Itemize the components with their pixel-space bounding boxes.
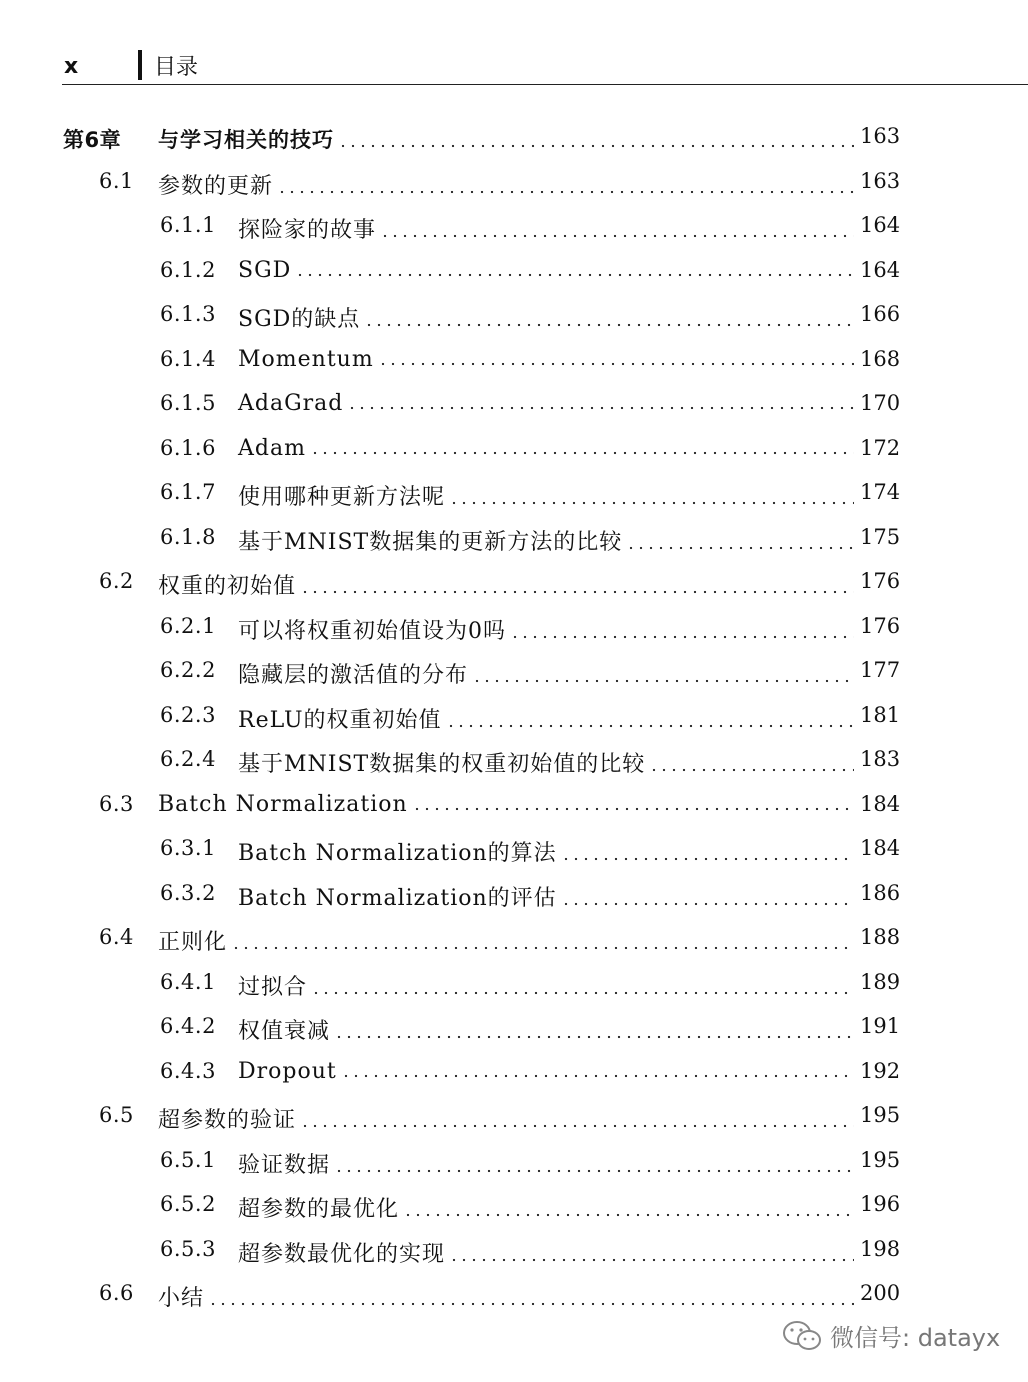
toc-entry-section: [0, 169, 1028, 201]
toc-number: 6.4: [99, 925, 134, 949]
toc-entry-subsection: [0, 658, 1028, 690]
toc-number: 6.2.4: [160, 747, 216, 771]
toc-page-number: 196: [860, 1192, 901, 1216]
toc-entry-subsection: [0, 881, 1028, 913]
toc-title-wrap: [238, 391, 858, 416]
toc-page-number: 198: [860, 1236, 901, 1261]
toc-entry-section: [0, 1103, 1028, 1135]
header-title: 目录: [154, 55, 199, 80]
toc-title: 验证数据: [238, 1152, 331, 1178]
watermark-text: 微信号: datayx: [830, 1324, 1001, 1352]
toc-page-number: 184: [860, 836, 901, 860]
toc-number: 6.6: [99, 1281, 134, 1305]
toc-entry-section: [0, 925, 1028, 957]
toc-number: 6.2.2: [160, 658, 216, 682]
toc-title: 超参数的最优化: [238, 1197, 400, 1222]
toc-page-number: 200: [860, 1281, 901, 1305]
toc-title-wrap: [158, 1103, 858, 1134]
toc-leader-dots: [310, 439, 854, 455]
toc-page-number: 176: [860, 569, 901, 593]
toc-leader-dots: [295, 261, 854, 277]
toc-page-number: 163: [860, 124, 901, 148]
toc-entry-subsection: [0, 836, 1028, 868]
toc-title: SGD的缺点: [238, 307, 361, 332]
toc-title: 可以将权重初始值设为0吗: [238, 618, 506, 644]
toc-title: 探险家的故事: [238, 218, 377, 243]
toc-number: 6.1.5: [160, 391, 216, 415]
toc-title-wrap: [238, 525, 858, 556]
toc-number: 6.5.1: [160, 1147, 216, 1172]
toc-leader-dots: [334, 1157, 854, 1173]
toc-title-wrap: [238, 881, 858, 912]
toc-number: 第6章: [63, 128, 122, 152]
toc-title-wrap: [238, 347, 858, 372]
toc-entry-chapter: [0, 124, 1028, 156]
toc-leader-dots: [334, 1023, 854, 1039]
toc-page-number: 191: [860, 1014, 901, 1038]
toc-leader-dots: [277, 178, 854, 194]
toc-number: 6.2: [99, 569, 134, 593]
toc-leader-dots: [300, 578, 854, 594]
toc-page-number: 184: [860, 791, 901, 816]
toc-title-wrap: [158, 169, 858, 200]
toc-number: 6.3.2: [160, 880, 216, 905]
toc-page-number: 192: [860, 1058, 901, 1083]
toc-title: 正则化: [158, 930, 228, 955]
toc-title-wrap: [238, 1148, 858, 1179]
toc-number: 6.1.8: [160, 524, 216, 549]
toc-title: Adam: [238, 435, 306, 461]
toc-title-wrap: [238, 747, 858, 778]
toc-leader-dots: [208, 1290, 854, 1306]
toc-number: 6.1.7: [160, 480, 216, 504]
toc-leader-dots: [347, 394, 854, 410]
toc-page-number: 186: [860, 880, 901, 905]
toc-entry-subsection: [0, 525, 1028, 557]
toc-leader-dots: [380, 222, 854, 238]
toc-number: 6.1.6: [160, 435, 216, 460]
toc-title-wrap: [238, 658, 858, 689]
toc-title: 与学习相关的技巧: [158, 128, 334, 152]
toc-entry-subsection: [0, 1148, 1028, 1180]
toc-title-wrap: [238, 436, 858, 461]
toc-entry-subsection: [0, 213, 1028, 245]
toc-entry-subsection: [0, 391, 1028, 423]
watermark: [782, 1318, 1000, 1353]
toc-number: 6.1: [99, 168, 134, 193]
toc-entry-subsection: [0, 1192, 1028, 1224]
toc-number: 6.4.3: [160, 1058, 216, 1083]
toc-entry-subsection: [0, 258, 1028, 290]
toc-title-wrap: [238, 970, 858, 1001]
toc-number: 6.4.1: [160, 969, 216, 994]
toc-title-wrap: [238, 614, 858, 645]
toc-entry-section: [0, 1281, 1028, 1313]
toc-title-wrap: [158, 1281, 858, 1312]
toc-entry-section: [0, 569, 1028, 601]
toc-entry-subsection: [0, 703, 1028, 735]
toc-page-number: 172: [860, 435, 901, 460]
toc-leader-dots: [338, 132, 854, 148]
toc-entry-section: [0, 792, 1028, 824]
toc-title-wrap: [238, 1014, 858, 1045]
toc-title-wrap: [238, 1059, 858, 1084]
toc-number: 6.3: [99, 791, 134, 816]
toc-leader-dots: [341, 1062, 854, 1078]
toc-number: 6.4.2: [160, 1014, 216, 1038]
toc-number: 6.1.1: [160, 213, 216, 237]
toc-page-number: 177: [860, 658, 901, 682]
toc-entry-subsection: [0, 1237, 1028, 1269]
toc-title: Batch Normalization的算法: [238, 841, 557, 866]
toc-title: 基于MNIST数据集的权重初始值的比较: [238, 752, 646, 777]
toc-page-number: 174: [860, 480, 901, 504]
toc-page-number: 168: [860, 346, 901, 371]
page-header: [62, 46, 1028, 85]
toc-page-number: 195: [860, 1103, 901, 1127]
toc-title-wrap: [238, 258, 858, 283]
toc-title: AdaGrad: [238, 391, 344, 416]
toc-title: Dropout: [238, 1058, 337, 1084]
toc-page-number: 183: [860, 747, 901, 771]
toc-title: 小结: [158, 1286, 205, 1311]
toc-title: 过拟合: [238, 974, 308, 1000]
toc-title: Batch Normalization: [158, 791, 408, 817]
toc-title-wrap: [238, 703, 858, 734]
toc-page-number: 188: [860, 925, 901, 949]
toc-title-wrap: [238, 1237, 858, 1268]
toc-leader-dots: [300, 1112, 854, 1128]
toc-title: 参数的更新: [158, 173, 274, 199]
toc-leader-dots: [412, 795, 854, 811]
toc-number: 6.5.2: [160, 1192, 216, 1216]
toc-entry-subsection: [0, 970, 1028, 1002]
toc-leader-dots: [231, 934, 854, 950]
toc-entry-subsection: [0, 347, 1028, 379]
wechat-icon: [782, 1319, 822, 1353]
toc-leader-dots: [626, 534, 854, 550]
toc-leader-dots: [364, 311, 854, 327]
toc-page-number: 164: [860, 213, 901, 237]
toc-title-wrap: [158, 792, 858, 817]
toc-page-number: 195: [860, 1147, 901, 1172]
toc-leader-dots: [472, 667, 854, 683]
toc-title-wrap: [238, 213, 858, 244]
toc-title: 基于MNIST数据集的更新方法的比较: [238, 529, 623, 555]
toc-title: 隐藏层的激活值的分布: [238, 663, 469, 688]
toc-title-wrap: [238, 1192, 858, 1223]
toc-title-wrap: [158, 569, 858, 600]
toc-title-wrap: [158, 124, 858, 154]
toc-leader-dots: [449, 1246, 854, 1262]
toc-leader-dots: [378, 350, 854, 366]
toc-leader-dots: [449, 489, 854, 505]
toc-entry-subsection: [0, 436, 1028, 468]
toc-number: 6.5.3: [160, 1236, 216, 1261]
toc-page-number: 170: [860, 391, 901, 415]
toc-title-wrap: [238, 836, 858, 867]
toc-leader-dots: [403, 1201, 854, 1217]
toc-title: 权重的初始值: [158, 574, 297, 599]
toc-page-number: 175: [860, 524, 901, 549]
toc-entry-subsection: [0, 480, 1028, 512]
toc-entry-subsection: [0, 614, 1028, 646]
toc-title-wrap: [238, 480, 858, 511]
toc-page-number: 164: [860, 257, 901, 282]
toc-number: 6.2.3: [160, 702, 216, 727]
toc-page-number: 181: [860, 702, 901, 727]
page-number: x: [64, 54, 79, 79]
toc-leader-dots: [561, 890, 854, 906]
toc-title: 使用哪种更新方法呢: [238, 485, 446, 510]
toc-leader-dots: [446, 712, 854, 728]
toc-entry-subsection: [0, 747, 1028, 779]
toc-number: 6.2.1: [160, 613, 216, 638]
toc-title: 超参数的验证: [158, 1108, 297, 1133]
toc-number: 6.3.1: [160, 836, 216, 860]
toc-title: SGD: [238, 257, 292, 283]
toc-number: 6.1.3: [160, 302, 216, 326]
toc-number: 6.1.4: [160, 346, 216, 371]
toc-entry-subsection: [0, 302, 1028, 334]
toc-title-wrap: [158, 925, 858, 956]
toc-entry-subsection: [0, 1059, 1028, 1091]
toc-title: Batch Normalization的评估: [238, 885, 557, 911]
header-divider-bar: [138, 50, 142, 80]
toc-title: 权值衰减: [238, 1019, 331, 1044]
toc-leader-dots: [561, 845, 854, 861]
toc-title-wrap: [238, 302, 858, 333]
toc-title: ReLU的权重初始值: [238, 707, 442, 733]
toc-leader-dots: [510, 623, 854, 639]
toc-number: 6.1.2: [160, 257, 216, 282]
toc-entry-subsection: [0, 1014, 1028, 1046]
toc-page-number: 163: [860, 168, 901, 193]
toc-number: 6.5: [99, 1103, 134, 1127]
toc-page-number: 166: [860, 302, 901, 326]
toc-leader-dots: [649, 756, 854, 772]
toc-page-number: 189: [860, 969, 901, 994]
toc-page-number: 176: [860, 613, 901, 638]
toc-title: 超参数最优化的实现: [238, 1241, 446, 1267]
toc-leader-dots: [311, 979, 854, 995]
toc-title: Momentum: [238, 346, 374, 372]
